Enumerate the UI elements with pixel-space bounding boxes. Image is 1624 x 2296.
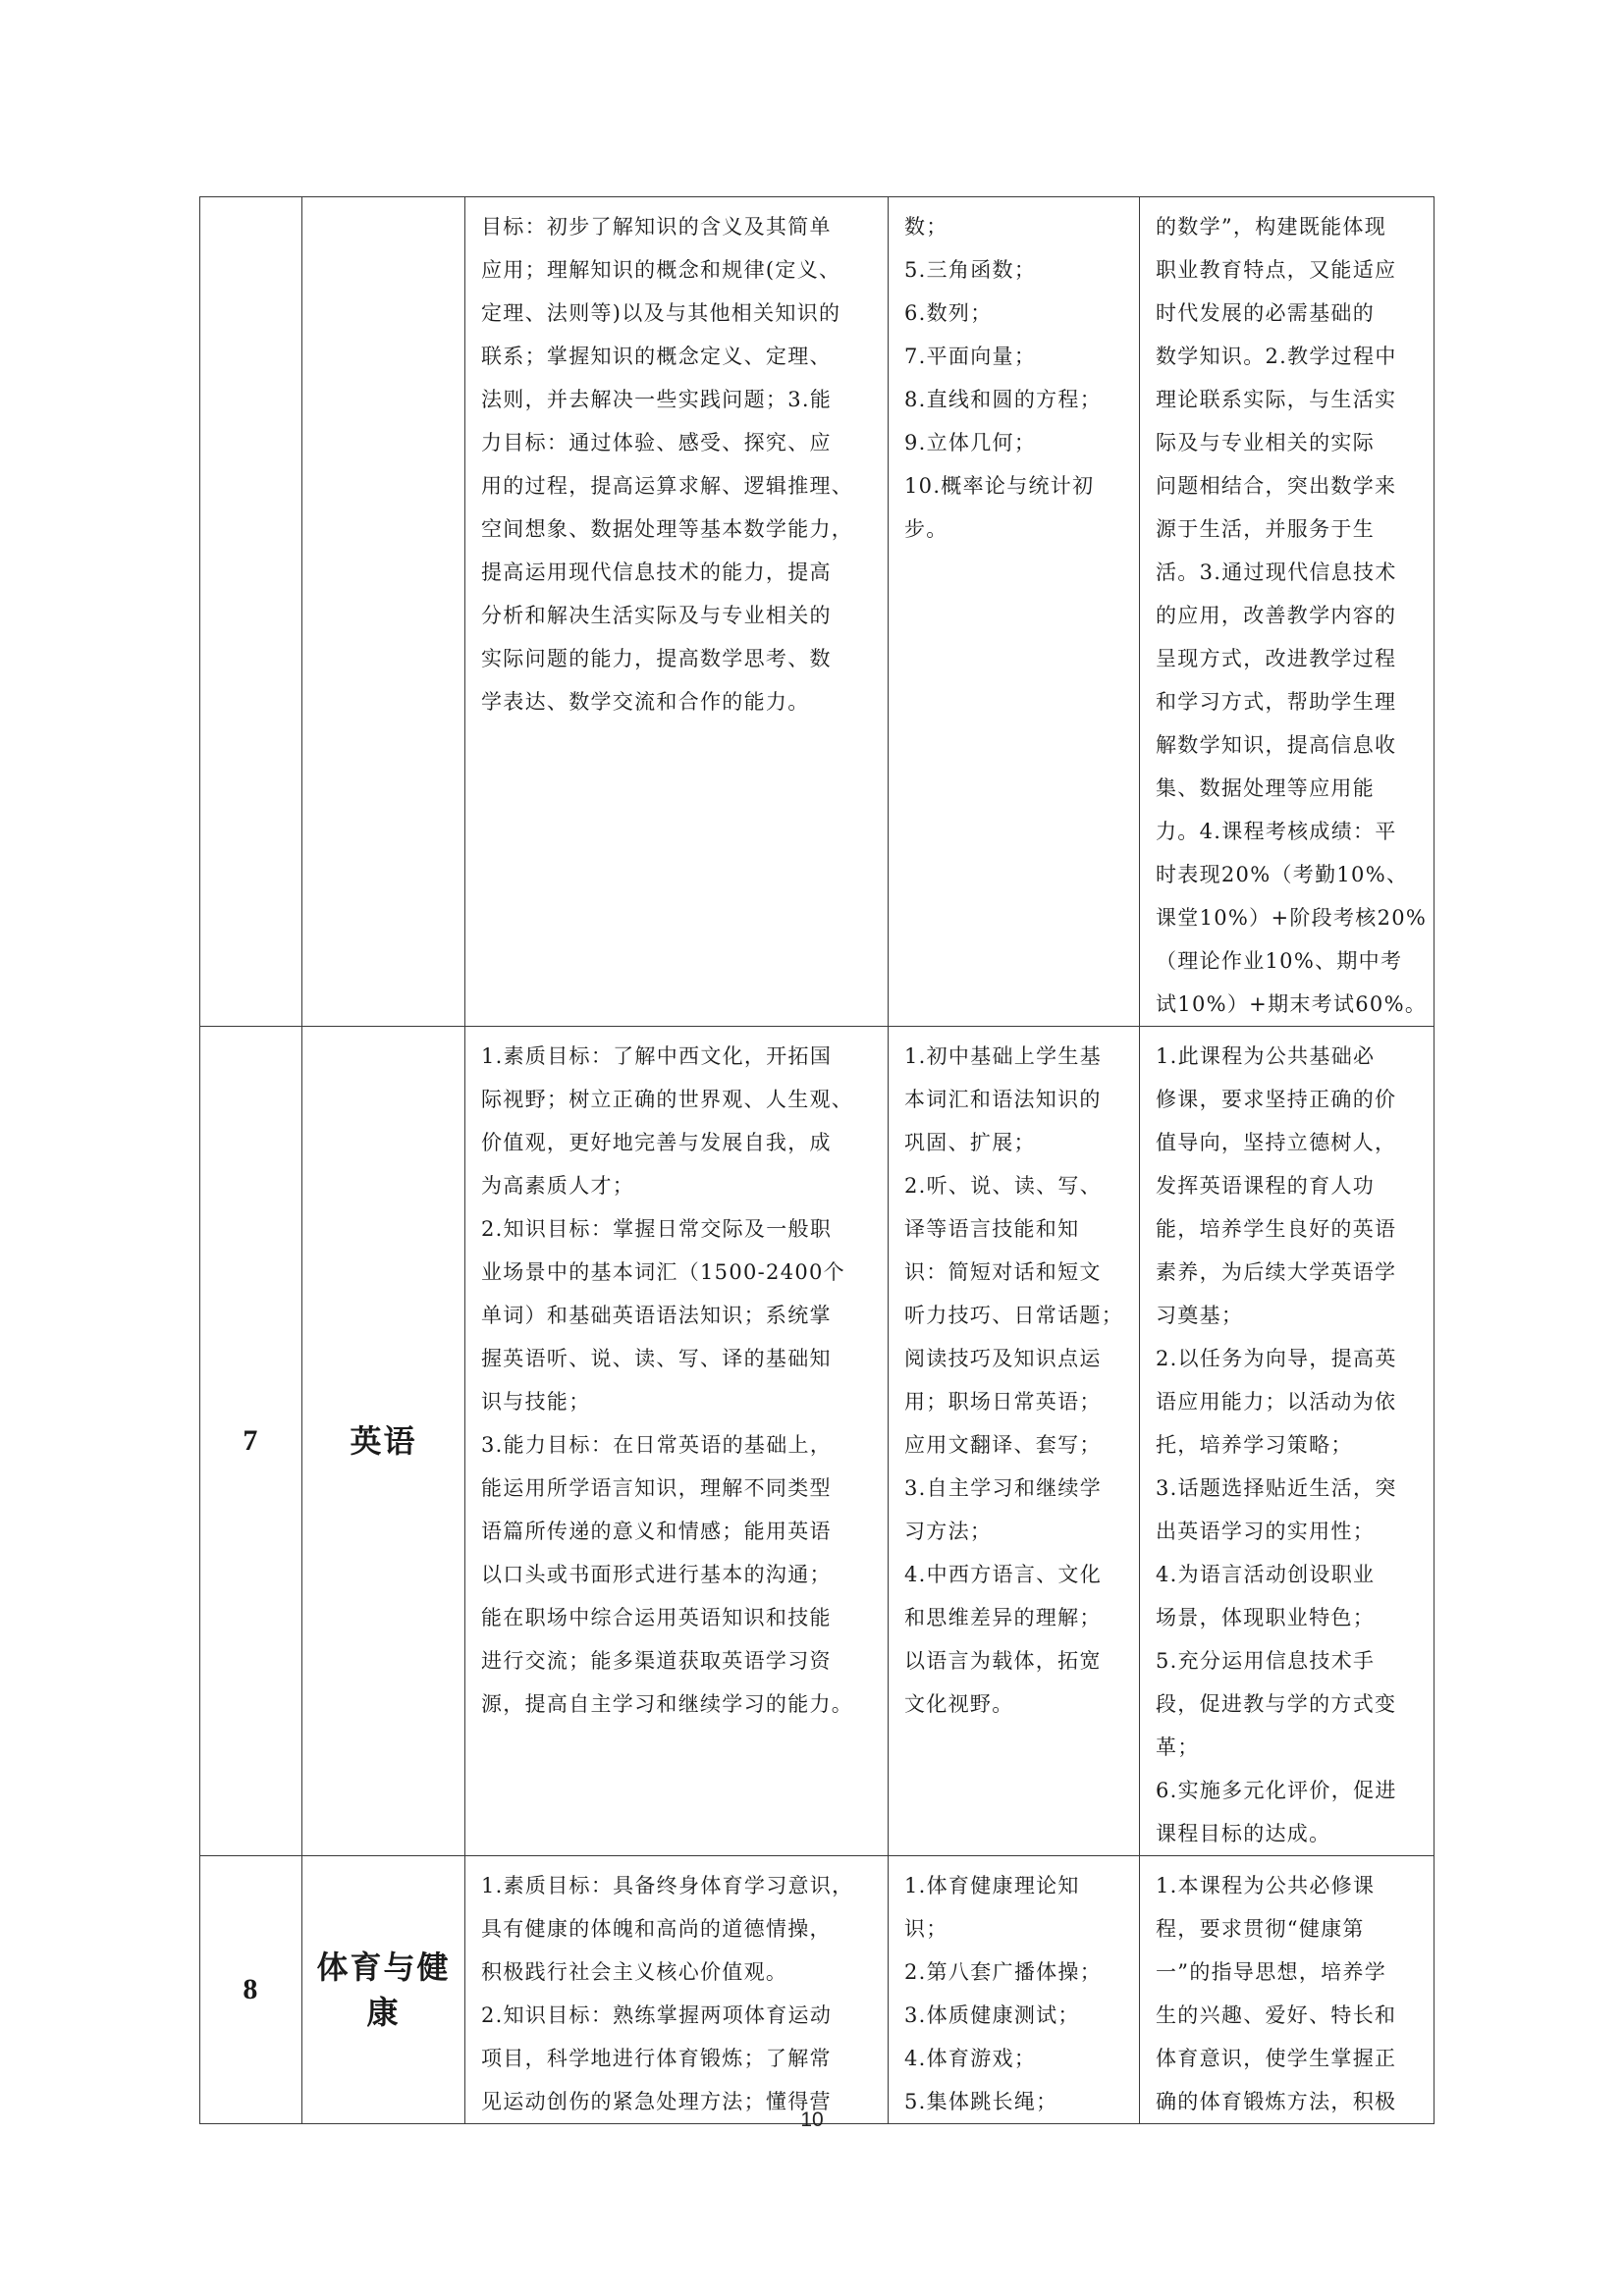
objectives-cell	[465, 1856, 889, 2124]
text-line: 1.此课程为公共基础必	[1156, 1044, 1376, 1068]
text-line: 数学知识。2.教学过程中	[1156, 345, 1397, 368]
text-line: 分析和解决生活实际及与专业相关的	[481, 604, 832, 627]
text-line: 见运动创伤的紧急处理方法；懂得营	[481, 2090, 832, 2113]
text-line: 程，要求贯彻“健康第	[1156, 1917, 1365, 1941]
text-line: 应用；理解知识的概念和规律(定义、	[481, 258, 841, 282]
text-line: 革；	[1156, 1735, 1200, 1759]
row-number-cell: 8	[200, 1856, 302, 2124]
text-line: 法则，并去解决一些实践问题；3.能	[481, 388, 833, 411]
text-line: 的数学”，构建既能体现	[1156, 215, 1387, 239]
text-line: 识与技能；	[481, 1390, 591, 1414]
objectives-cell	[465, 1027, 889, 1856]
requirements-cell	[1140, 1856, 1435, 2124]
text-line: 用的过程，提高运算求解、逻辑推理、	[481, 474, 854, 498]
text-line: 活。3.通过现代信息技术	[1156, 561, 1397, 584]
course-name-cell: 体育与健康	[302, 1856, 465, 2124]
text-line: 阅读技巧及知识点运	[904, 1347, 1102, 1370]
text-line: 步。	[904, 517, 948, 541]
text-line: 学表达、数学交流和合作的能力。	[481, 690, 810, 714]
text-line: 托，培养学习策略；	[1156, 1433, 1353, 1457]
text-line: 6.数列；	[904, 301, 993, 325]
content-cell	[889, 1027, 1140, 1856]
text-line: 问题相结合，突出数学来	[1156, 474, 1397, 498]
text-line: 巩固、扩展；	[904, 1131, 1036, 1154]
text-line: 识；	[904, 1917, 948, 1941]
text-line: 9.立体几何；	[904, 431, 1037, 454]
text-line: 试10%）+期末考试60%。	[1156, 992, 1428, 1016]
text-line: 4.为语言活动创设职业	[1156, 1563, 1376, 1586]
text-line: 一”的指导思想，培养学	[1156, 1960, 1387, 1984]
text-line: 以口头或书面形式进行基本的沟通；	[481, 1563, 832, 1586]
text-line: 1.素质目标：了解中西文化，开拓国	[481, 1044, 833, 1068]
text-line: （理论作业10%、期中考	[1156, 949, 1403, 973]
text-line: 理论联系实际，与生活实	[1156, 388, 1397, 411]
text-line: 握英语听、说、读、写、译的基础知	[481, 1347, 832, 1370]
text-line: 文化视野。	[904, 1692, 1014, 1716]
text-line: 4.中西方语言、文化	[904, 1563, 1103, 1586]
text-line: 10.概率论与统计初	[904, 474, 1095, 498]
text-line: 力。4.课程考核成绩：平	[1156, 820, 1397, 843]
text-line: 1.初中基础上学生基	[904, 1044, 1103, 1068]
text-line: 段，促进教与学的方式变	[1156, 1692, 1397, 1716]
text-line: 能，培养学生良好的英语	[1156, 1217, 1397, 1241]
text-line: 2.听、说、读、写、	[904, 1174, 1103, 1198]
text-line: 5.集体跳长绳；	[904, 2090, 1058, 2113]
curriculum-table	[199, 196, 1435, 2124]
page-number: 10	[800, 2109, 824, 2131]
text-line: 实际问题的能力，提高数学思考、数	[481, 647, 832, 670]
text-line: 数；	[904, 215, 948, 239]
table-row-pe-health	[200, 1856, 1435, 2124]
text-line: 修课，要求坚持正确的价	[1156, 1088, 1397, 1111]
text-line: 语应用能力；以活动为依	[1156, 1390, 1397, 1414]
requirements-cell	[1140, 1027, 1435, 1856]
text-line: 习方法；	[904, 1520, 993, 1543]
text-line: 能运用所学语言知识，理解不同类型	[481, 1476, 832, 1500]
text-line: 职业教育特点，又能适应	[1156, 258, 1397, 282]
text-line: 的应用，改善教学内容的	[1156, 604, 1397, 627]
table-row-math-continued	[200, 197, 1435, 1027]
row-number-cell	[200, 197, 302, 1027]
text-line: 出英语学习的实用性；	[1156, 1520, 1375, 1543]
text-line: 1.素质目标：具备终身体育学习意识，	[481, 1874, 854, 1897]
table-row-english	[200, 1027, 1435, 1856]
content-cell	[889, 1856, 1140, 2124]
text-line: 应用文翻译、套写；	[904, 1433, 1102, 1457]
text-line: 单词）和基础英语语法知识；系统掌	[481, 1304, 832, 1327]
text-line: 时表现20%（考勤10%、	[1156, 863, 1409, 886]
text-line: 目标：初步了解知识的含义及其简单	[481, 215, 832, 239]
text-line: 呈现方式，改进教学过程	[1156, 647, 1397, 670]
text-line: 体育意识，使学生掌握正	[1156, 2047, 1397, 2070]
text-line: 3.体质健康测试；	[904, 2003, 1080, 2027]
text-line: 场景，体现职业特色；	[1156, 1606, 1375, 1629]
text-line: 解数学知识，提高信息收	[1156, 733, 1397, 757]
text-line: 6.实施多元化评价，促进	[1156, 1779, 1397, 1802]
text-line: 4.体育游戏；	[904, 2047, 1037, 2070]
objectives-cell	[465, 197, 889, 1027]
course-name-cell	[302, 197, 465, 1027]
text-line: 时代发展的必需基础的	[1156, 301, 1375, 325]
text-line: 本词汇和语法知识的	[904, 1088, 1102, 1111]
text-line: 业场景中的基本词汇（1500-2400个	[481, 1260, 845, 1284]
text-line: 生的兴趣、爱好、特长和	[1156, 2003, 1397, 2027]
text-line: 空间想象、数据处理等基本数学能力，	[481, 517, 854, 541]
text-line: 值导向，坚持立德树人，	[1156, 1131, 1397, 1154]
text-line: 和思维差异的理解；	[904, 1606, 1102, 1629]
text-line: 习奠基；	[1156, 1304, 1244, 1327]
text-line: 力目标：通过体验、感受、探究、应	[481, 431, 832, 454]
text-line: 用；职场日常英语；	[904, 1390, 1102, 1414]
text-line: 课堂10%）+阶段考核20%	[1156, 906, 1428, 930]
text-line: 集、数据处理等应用能	[1156, 776, 1375, 800]
text-line: 和学习方式，帮助学生理	[1156, 690, 1397, 714]
text-line: 进行交流；能多渠道获取英语学习资	[481, 1649, 832, 1673]
text-line: 2.第八套广播体操；	[904, 1960, 1103, 1984]
text-line: 积极践行社会主义核心价值观。	[481, 1960, 788, 1984]
text-line: 具有健康的体魄和高尚的道德情操，	[481, 1917, 832, 1941]
text-line: 1.本课程为公共必修课	[1156, 1874, 1376, 1897]
course-name-cell: 英语	[302, 1027, 465, 1856]
text-line: 7.平面向量；	[904, 345, 1037, 368]
text-line: 联系；掌握知识的概念定义、定理、	[481, 345, 832, 368]
text-line: 价值观，更好地完善与发展自我，成	[481, 1131, 832, 1154]
text-line: 际及与专业相关的实际	[1156, 431, 1375, 454]
text-line: 8.直线和圆的方程；	[904, 388, 1103, 411]
text-line: 为高素质人才；	[481, 1174, 635, 1198]
text-line: 语篇所传递的意义和情感；能用英语	[481, 1520, 832, 1543]
row-number-cell: 7	[200, 1027, 302, 1856]
text-line: 课程目标的达成。	[1156, 1822, 1331, 1845]
requirements-cell	[1140, 197, 1435, 1027]
text-line: 际视野；树立正确的世界观、人生观、	[481, 1088, 854, 1111]
text-line: 源，提高自主学习和继续学习的能力。	[481, 1692, 854, 1716]
text-line: 2.知识目标：熟练掌握两项体育运动	[481, 2003, 833, 2027]
text-line: 识：简短对话和短文	[904, 1260, 1102, 1284]
text-line: 提高运用现代信息技术的能力，提高	[481, 561, 832, 584]
text-line: 源于生活，并服务于生	[1156, 517, 1375, 541]
text-line: 2.以任务为向导，提高英	[1156, 1347, 1397, 1370]
text-line: 3.能力目标：在日常英语的基础上，	[481, 1433, 833, 1457]
text-line: 素养，为后续大学英语学	[1156, 1260, 1397, 1284]
text-line: 能在职场中综合运用英语知识和技能	[481, 1606, 832, 1629]
text-line: 2.知识目标：掌握日常交际及一般职	[481, 1217, 833, 1241]
content-cell	[889, 197, 1140, 1027]
text-line: 项目，科学地进行体育锻炼；了解常	[481, 2047, 832, 2070]
text-line: 以语言为载体，拓宽	[904, 1649, 1102, 1673]
text-line: 确的体育锻炼方法，积极	[1156, 2090, 1397, 2113]
text-line: 发挥英语课程的育人功	[1156, 1174, 1375, 1198]
text-line: 定理、法则等)以及与其他相关知识的	[481, 301, 841, 325]
text-line: 1.体育健康理论知	[904, 1874, 1080, 1897]
text-line: 3.自主学习和继续学	[904, 1476, 1103, 1500]
text-line: 5.三角函数；	[904, 258, 1037, 282]
text-line: 5.充分运用信息技术手	[1156, 1649, 1376, 1673]
text-line: 3.话题选择贴近生活，突	[1156, 1476, 1397, 1500]
text-line: 译等语言技能和知	[904, 1217, 1080, 1241]
text-line: 听力技巧、日常话题；	[904, 1304, 1123, 1327]
